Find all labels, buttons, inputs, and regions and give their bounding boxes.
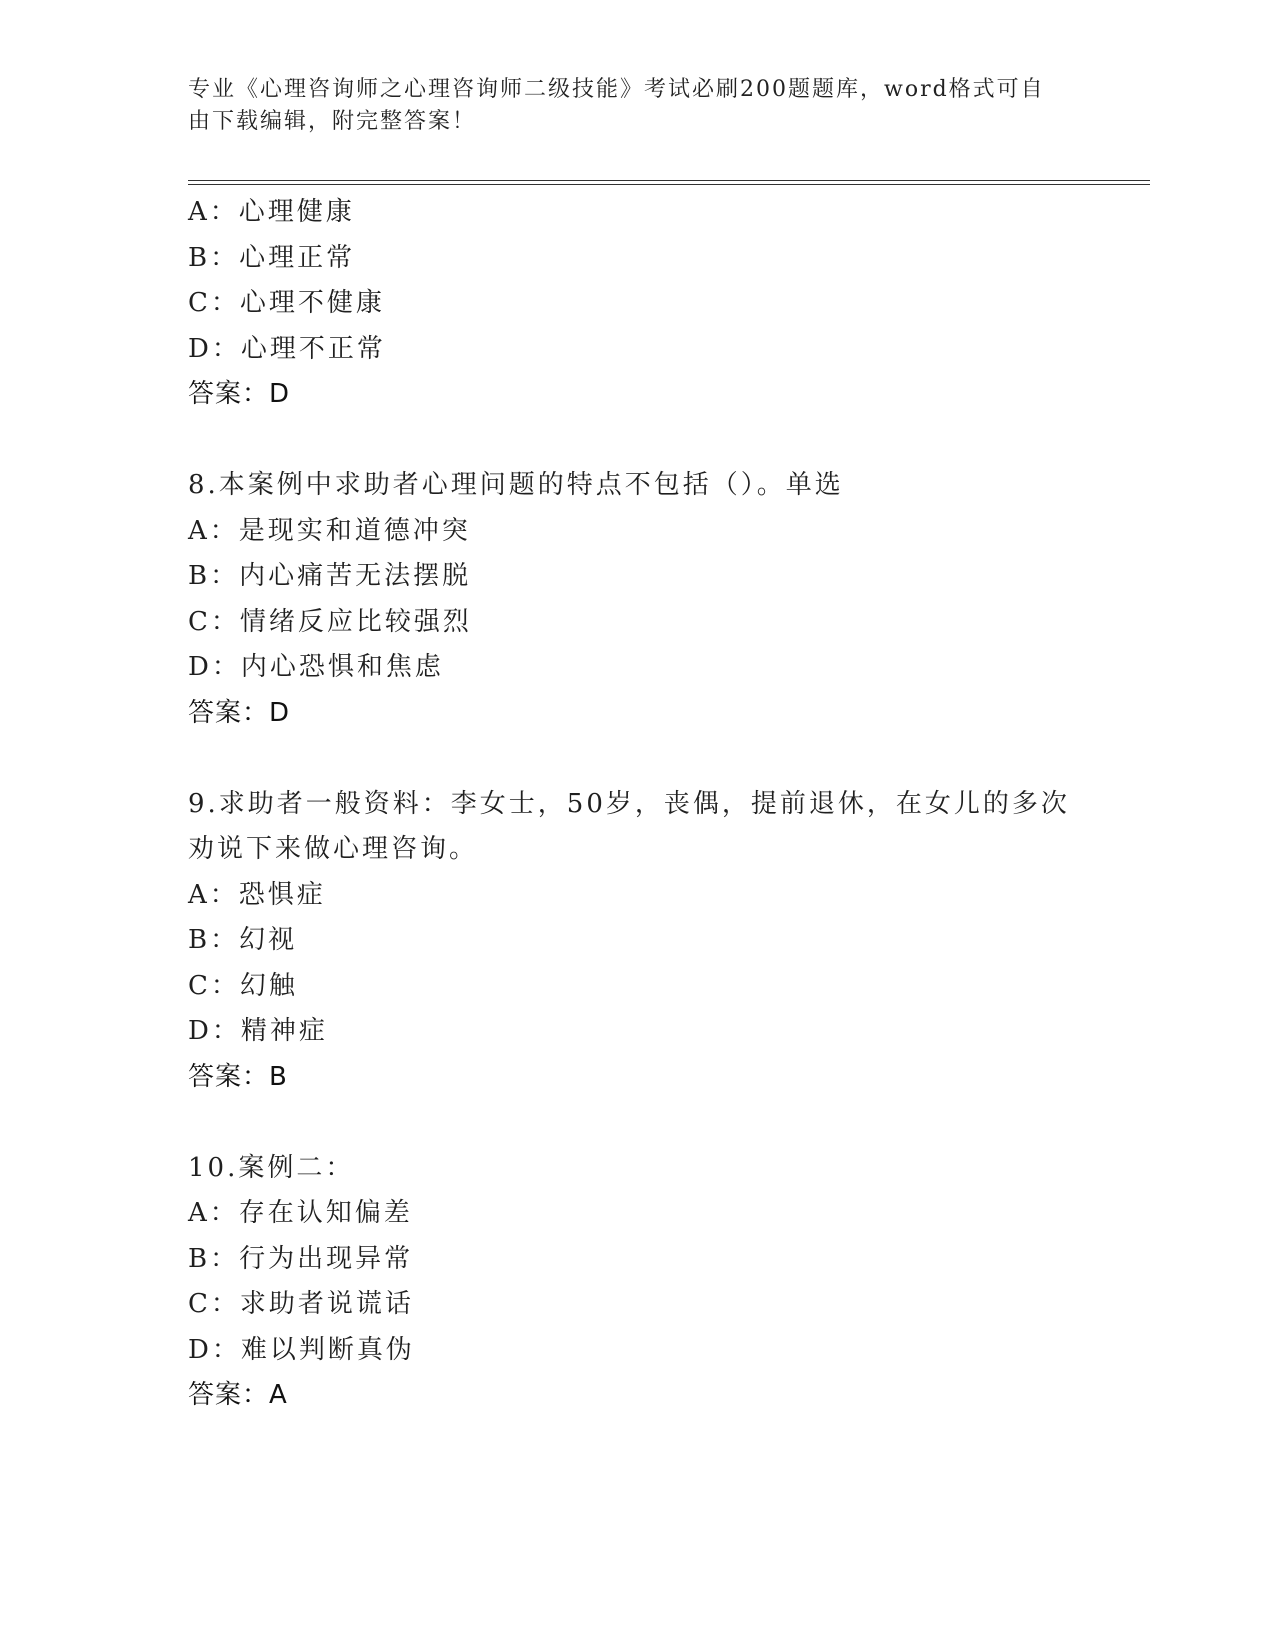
header-line-1: 专业《心理咨询师之心理咨询师二级技能》考试必刷200题题库，word格式可自 xyxy=(188,77,1045,102)
option-d: D：心理不正常 xyxy=(188,333,386,364)
option-c: C：心理不健康 xyxy=(188,288,385,318)
header-divider-bottom xyxy=(188,184,1150,185)
option-b: B：心理正常 xyxy=(188,242,356,273)
question-block xyxy=(188,190,1088,418)
header-divider-top xyxy=(188,180,1150,181)
spacer xyxy=(188,418,1088,464)
answer-line: 答案：D xyxy=(188,379,291,409)
option-a: A：是现实和道德冲突 xyxy=(188,515,471,546)
option-c: C：求助者说谎话 xyxy=(188,1289,414,1319)
question-block xyxy=(188,463,1088,736)
option-c: C：幻触 xyxy=(188,970,298,1001)
answer-line: 答案：B xyxy=(188,1061,288,1092)
question-block xyxy=(188,782,1088,1101)
option-d: D：内心恐惧和焦虑 xyxy=(188,652,444,682)
question-stem: 8.本案例中求助者心理问题的特点不包括（）。单选 xyxy=(188,470,844,500)
option-a: A：心理健康 xyxy=(188,197,355,227)
question-stem: 9.求助者一般资料：李女士，50岁，丧偶，提前退休，在女儿的多次 xyxy=(188,788,1070,819)
option-b: B：内心痛苦无法摆脱 xyxy=(188,561,472,591)
spacer xyxy=(188,736,1088,782)
option-d: D：难以判断真伪 xyxy=(188,1334,415,1365)
option-a: A：恐惧症 xyxy=(188,879,326,910)
question-stem: 10.案例二： xyxy=(188,1152,355,1183)
spacer xyxy=(188,1100,1088,1146)
option-b: B：幻视 xyxy=(188,925,298,955)
header-line-2: 由下载编辑，附完整答案！ xyxy=(188,109,477,134)
option-b: B：行为出现异常 xyxy=(188,1243,414,1274)
answer-line: 答案：D xyxy=(188,697,291,728)
question-stem-continued: 劝说下来做心理咨询。 xyxy=(188,834,479,864)
answer-line: 答案：A xyxy=(188,1380,288,1410)
document-header xyxy=(188,74,1068,138)
option-c: C：情绪反应比较强烈 xyxy=(188,606,472,637)
option-d: D：精神症 xyxy=(188,1016,328,1046)
option-a: A：存在认知偏差 xyxy=(188,1198,413,1228)
question-block xyxy=(188,1146,1088,1419)
question-list xyxy=(188,190,1088,1419)
